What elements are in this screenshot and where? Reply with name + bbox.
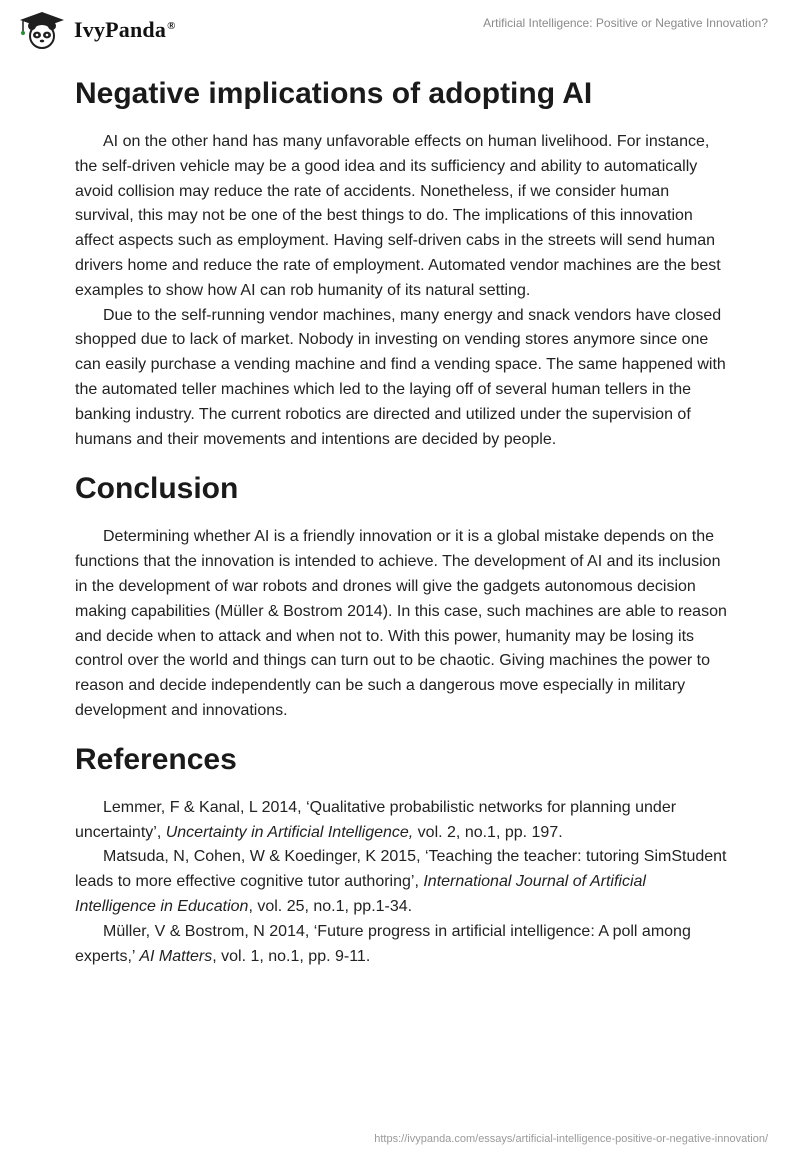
brand-name: IvyPanda®	[74, 17, 176, 42]
heading-negative-implications: Negative implications of adopting AI	[75, 77, 593, 110]
reference-item: Lemmer, F & Kanal, L 2014, ‘Qualitative probabilistic networks for planning under uncertainty’, Uncertainty in Artificial Intelligence, vol. 2, no.1, pp. 197.	[75, 798, 677, 841]
reference-item: Matsuda, N, Cohen, W & Koedinger, K 2015, ‘Teaching the teacher: tutoring SimStudent leads to more effective cognitive tutor authoring’, International Journal of Artificial Intelligence in Education, vol. 25, no.1, pp.1-34.	[75, 848, 727, 915]
page-header	[0, 0, 800, 60]
panda-graduate-icon	[14, 10, 70, 50]
paragraph: Due to the self-running vendor machines, many energy and snack vendors have closed shopped due to lack of market. Nobody in investing on vending stores anymore since one can easily purchase a vending machine and find a vending space. The same happened with the automated teller machines which led to the laying off of several human tellers in the banking industry. The current robotics are directed and utilized under the supervision of humans and their movements and intentions are decided by people.	[75, 306, 726, 448]
source-url-link[interactable]: https://ivypanda.com/essays/artificial-intelligence-positive-or-negative-innovation/	[374, 1133, 768, 1145]
ivypanda-logo[interactable]	[14, 10, 176, 50]
reference-item: Müller, V & Bostrom, N 2014, ‘Future progress in artificial intelligence: A poll among experts,’ AI Matters, vol. 1, no.1, pp. 9-11.	[75, 922, 691, 965]
heading-references: References	[75, 742, 237, 776]
essay-content	[75, 72, 727, 969]
heading-conclusion: Conclusion	[75, 472, 239, 506]
paragraph: AI on the other hand has many unfavorable effects on human livelihood. For instance, the self-driven vehicle may be a good idea and its sufficiency and ability to automatically avoid collision may reduce the rate of accidents. Nonetheless, if we consider human survival, this may not be one of the best things to do. The implications of this innovation affect aspects such as employment. Having self-driven cabs in the streets will send human drivers home and reduce the rate of employment. Automated vendor machines are the best examples to show how AI can rob humanity of its natural setting.	[75, 133, 721, 299]
reference-journal: AI Matters	[139, 947, 213, 965]
reference-journal: Uncertainty in Artificial Intelligence,	[165, 823, 414, 841]
document-title: Artificial Intelligence: Positive or Negative Innovation?	[483, 16, 768, 30]
registered-mark: ®	[167, 19, 176, 32]
reference-journal: International Journal of Artificial Intelligence in Education	[75, 873, 646, 915]
paragraph: Determining whether AI is a friendly innovation or it is a global mistake depends on the functions that the innovation is intended to achieve. The development of AI and its inclusion in the development of war robots and drones will give the gadgets autonomous decision making capabilities (Müller & Bostrom 2014). In this case, such machines are able to reason and decide when to attack and when not to. With this power, humanity may be losing its control over the world and things can turn out to be chaotic. Giving machines the power to reason and decide independently can be such a dangerous move especially in military development and innovations.	[75, 528, 727, 719]
